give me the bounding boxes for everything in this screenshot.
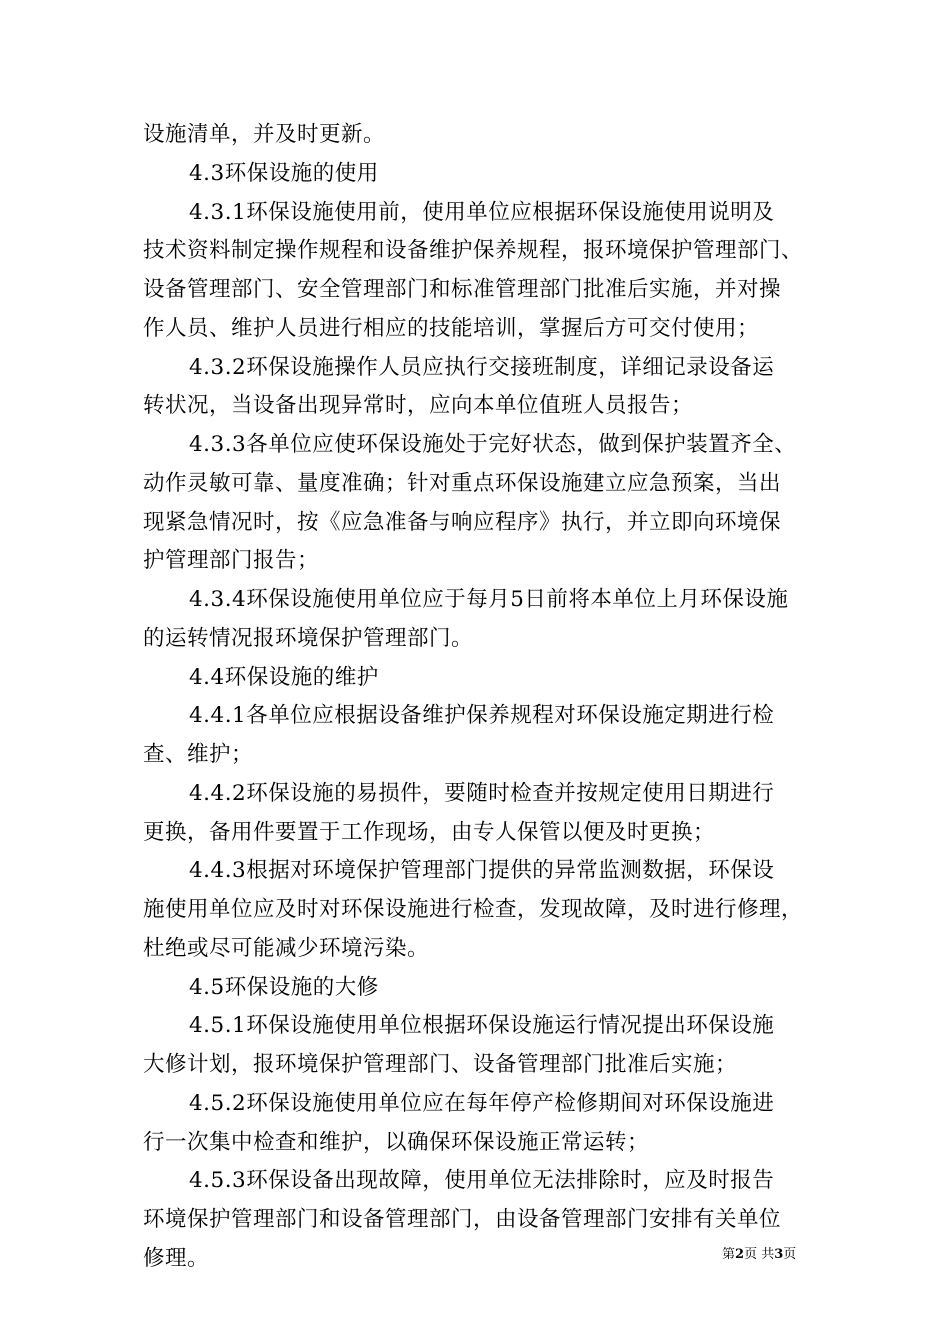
text-line: 大修计划，报环境保护管理部门、设备管理部门批准后实施； [143,1052,738,1077]
footer-suffix: 页 [783,1247,797,1262]
text-line: 作人员、维护人员进行相应的技能培训，掌握后方可交付使用； [143,316,760,341]
text-line: 4.3.3各单位应使环保设施处于完好状态，做到保护装置齐全、 [189,432,797,457]
text-line: 现紧急情况时，按《应急准备与响应程序》执行，并立即向环境保 [143,510,782,535]
footer-middle: 页 共 [744,1247,775,1262]
text-line: 设备管理部门、安全管理部门和标准管理部门批准后实施，并对操 [143,277,782,302]
text-line: 技术资料制定操作规程和设备维护保养规程，报环境保护管理部门、 [143,238,804,263]
text-line: 护管理部门报告； [143,548,320,573]
text-line: 4.5.3环保设备出现故障，使用单位无法排除时，应及时报告 [189,1168,775,1193]
text-line: 转状况，当设备出现异常时，应向本单位值班人员报告； [143,393,694,418]
current-page-number: 2 [735,1247,745,1262]
text-line: 4.4.3根据对环境保护管理部门提供的异常监测数据，环保设 [189,858,775,883]
total-page-count: 3 [774,1247,784,1262]
text-line: 4.3.2环保设施操作人员应执行交接班制度，详细记录设备运 [189,355,775,380]
footer-prefix: 第 [722,1247,736,1262]
text-line: 更换，备用件要置于工作现场，由专人保管以便及时更换； [143,820,716,845]
text-line: 动作灵敏可靠、量度准确；针对重点环保设施建立应急预案，当出 [143,471,782,496]
section-heading: 4.3环保设施的使用 [189,161,379,186]
section-heading: 4.5环保设施的大修 [189,975,379,1000]
text-line: 4.4.2环保设施的易损件，要随时检查并按规定使用日期进行 [189,781,775,806]
text-line: 杜绝或尽可能减少环境污染。 [143,936,430,961]
text-line: 环境保护管理部门和设备管理部门，由设备管理部门安排有关单位 [143,1207,782,1232]
text-line: 行一次集中检查和维护，以确保环保设施正常运转； [143,1130,650,1155]
section-heading: 4.4环保设施的维护 [189,665,379,690]
text-line: 4.5.2环保设施使用单位应在每年停产检修期间对环保设施进 [189,1091,775,1116]
text-line: 4.3.4环保设施使用单位应于每月5日前将本单位上月环保设施 [189,587,789,612]
text-line: 4.5.1环保设施使用单位根据环保设施运行情况提出环保设施 [189,1013,775,1038]
text-line: 4.4.1各单位应根据设备维护保养规程对环保设施定期进行检 [189,703,775,728]
text-line: 的运转情况报环境保护管理部门。 [143,626,474,651]
text-line: 查、维护； [143,742,254,767]
page-footer [722,1247,796,1263]
text-line: 修理。 [143,1246,210,1271]
text-line: 施使用单位应及时对环保设施进行检查，发现故障，及时进行修理， [143,897,804,922]
text-line: 设施清单，并及时更新。 [143,122,386,147]
text-line: 4.3.1环保设施使用前，使用单位应根据环保设施使用说明及 [189,200,775,225]
